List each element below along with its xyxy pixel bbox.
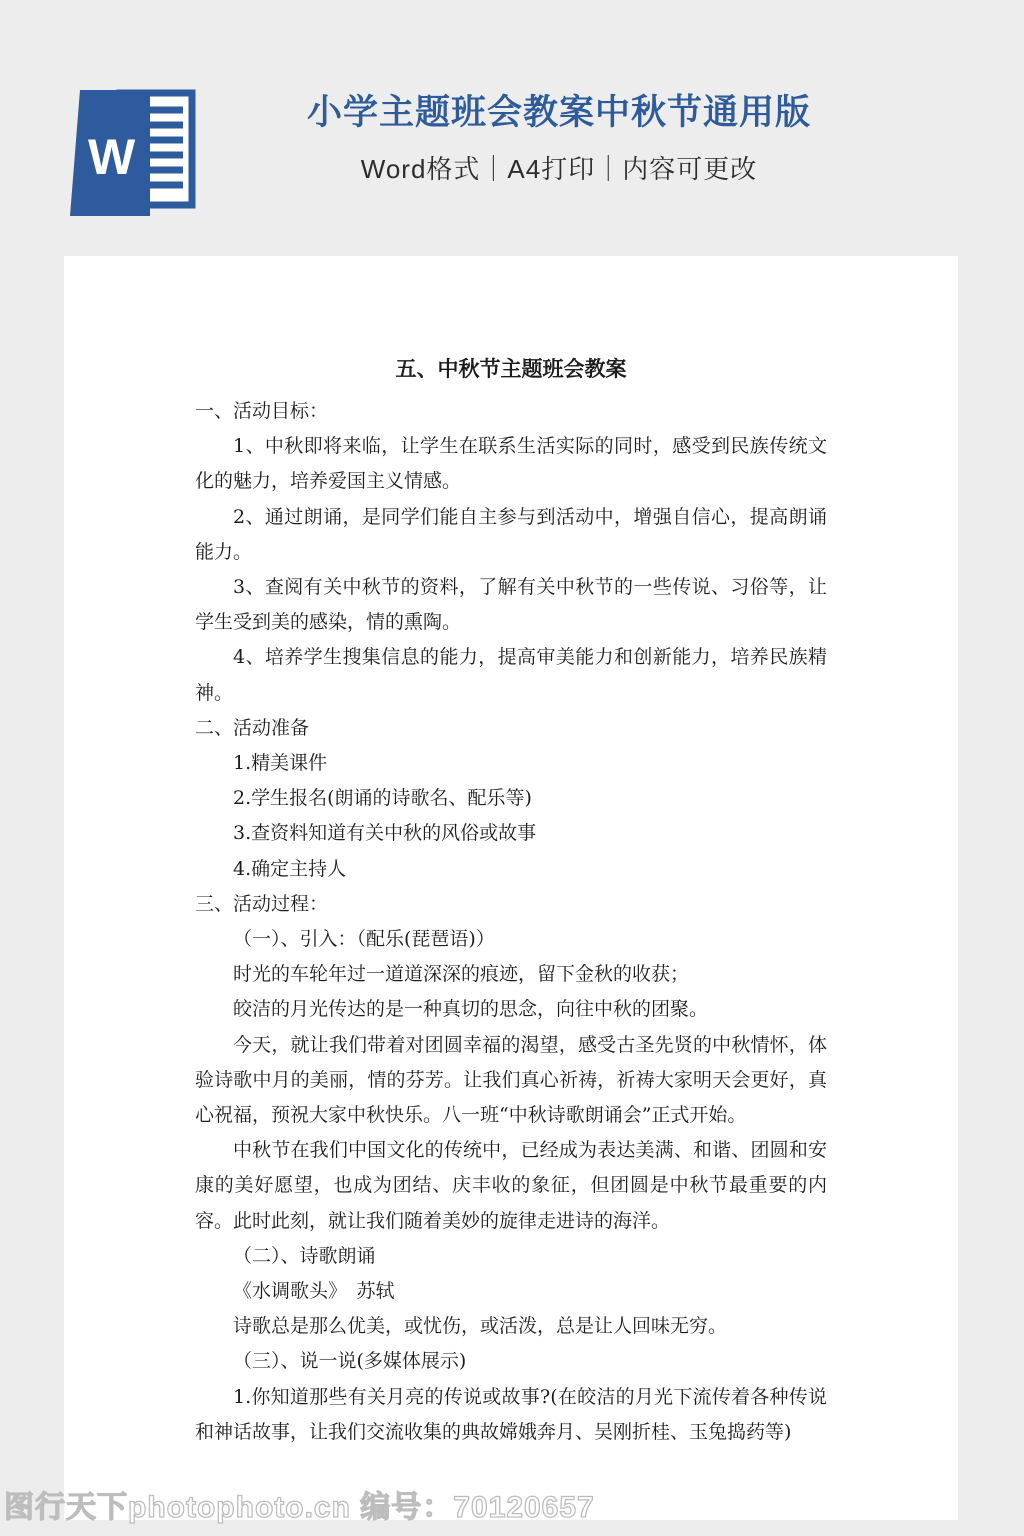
doc-paragraph: 2、通过朗诵，是同学们能自主参与到活动中，增强自信心，提高朗诵能力。 (195, 505, 827, 563)
template-subtitle: Word格式｜A4打印｜内容可更改 (360, 154, 758, 184)
doc-paragraph: （三）、说一说(多媒体展示) (233, 1350, 467, 1373)
doc-paragraph: 皎洁的月光传达的是一种真切的思念，向往中秋的团聚。 (233, 998, 709, 1021)
doc-paragraph: 3.查资料知道有关中秋的风俗或故事 (233, 822, 537, 845)
doc-paragraph: （一）、引入：（配乐(琵琶语)） (233, 928, 495, 951)
doc-paragraph: 1.你知道那些有关月亮的传说或故事?(在皎洁的月光下流传着各种传说和神话故事，让我们交流收集的典故嫦娥奔月、吴刚折桂、玉兔捣药等) (195, 1385, 827, 1443)
doc-paragraph: 《水调歌头》 苏轼 (233, 1280, 395, 1303)
doc-paragraph: 4、培养学生搜集信息的能力，提高审美能力和创新能力，培养民族精神。 (195, 646, 827, 704)
doc-paragraph: 1.精美课件 (233, 752, 328, 775)
document-body (195, 394, 827, 1450)
doc-paragraph: 1、中秋即将来临，让学生在联系生活实际的同时，感受到民族传统文化的魅力，培养爱国主义情感。 (195, 435, 827, 493)
doc-paragraph: 三、活动过程： (195, 892, 329, 915)
doc-paragraph: 诗歌总是那么优美，或忧伤，或活泼，总是让人回味无穷。 (233, 1315, 728, 1338)
doc-paragraph: 中秋节在我们中国文化的传统中，已经成为表达美满、和谐、团圆和安康的美好愿望，也成为团结、庆丰收的象征，但团圆是中秋节最重要的内容。此时此刻，就让我们随着美妙的旋律走进诗的海洋。 (195, 1139, 827, 1232)
document-page (64, 256, 958, 1520)
watermark: 图行天下photophoto.cn 编号：70120657 (4, 1491, 595, 1524)
header-text (94, 90, 1024, 186)
doc-paragraph: 一、活动目标： (195, 400, 329, 422)
doc-paragraph: 时光的车轮年过一道道深深的痕迹，留下金秋的收获； (233, 963, 690, 986)
document-title: 五、中秋节主题班会教案 (395, 356, 627, 381)
doc-paragraph: 4.确定主持人 (233, 857, 347, 880)
doc-paragraph: 今天，就让我们带着对团圆幸福的渴望，感受古圣先贤的中秋情怀，体验诗歌中月的美丽，情的芬芳。让我们真心祈祷，祈祷大家明天会更好，真心祝福，预祝大家中秋快乐。八一班“中秋诗歌朗诵会”正式开始。 (195, 1033, 827, 1127)
doc-paragraph: 2.学生报名(朗诵的诗歌名、配乐等) (233, 787, 532, 810)
doc-paragraph: （二）、诗歌朗诵 (233, 1244, 376, 1267)
doc-paragraph: 3、查阅有关中秋节的资料，了解有关中秋节的一些传说、习俗等，让学生受到美的感染，情的熏陶。 (195, 576, 827, 634)
doc-paragraph: 二、活动准备 (195, 716, 310, 739)
template-title: 小学主题班会教案中秋节通用版 (306, 93, 811, 132)
word-letter: W (88, 129, 136, 185)
